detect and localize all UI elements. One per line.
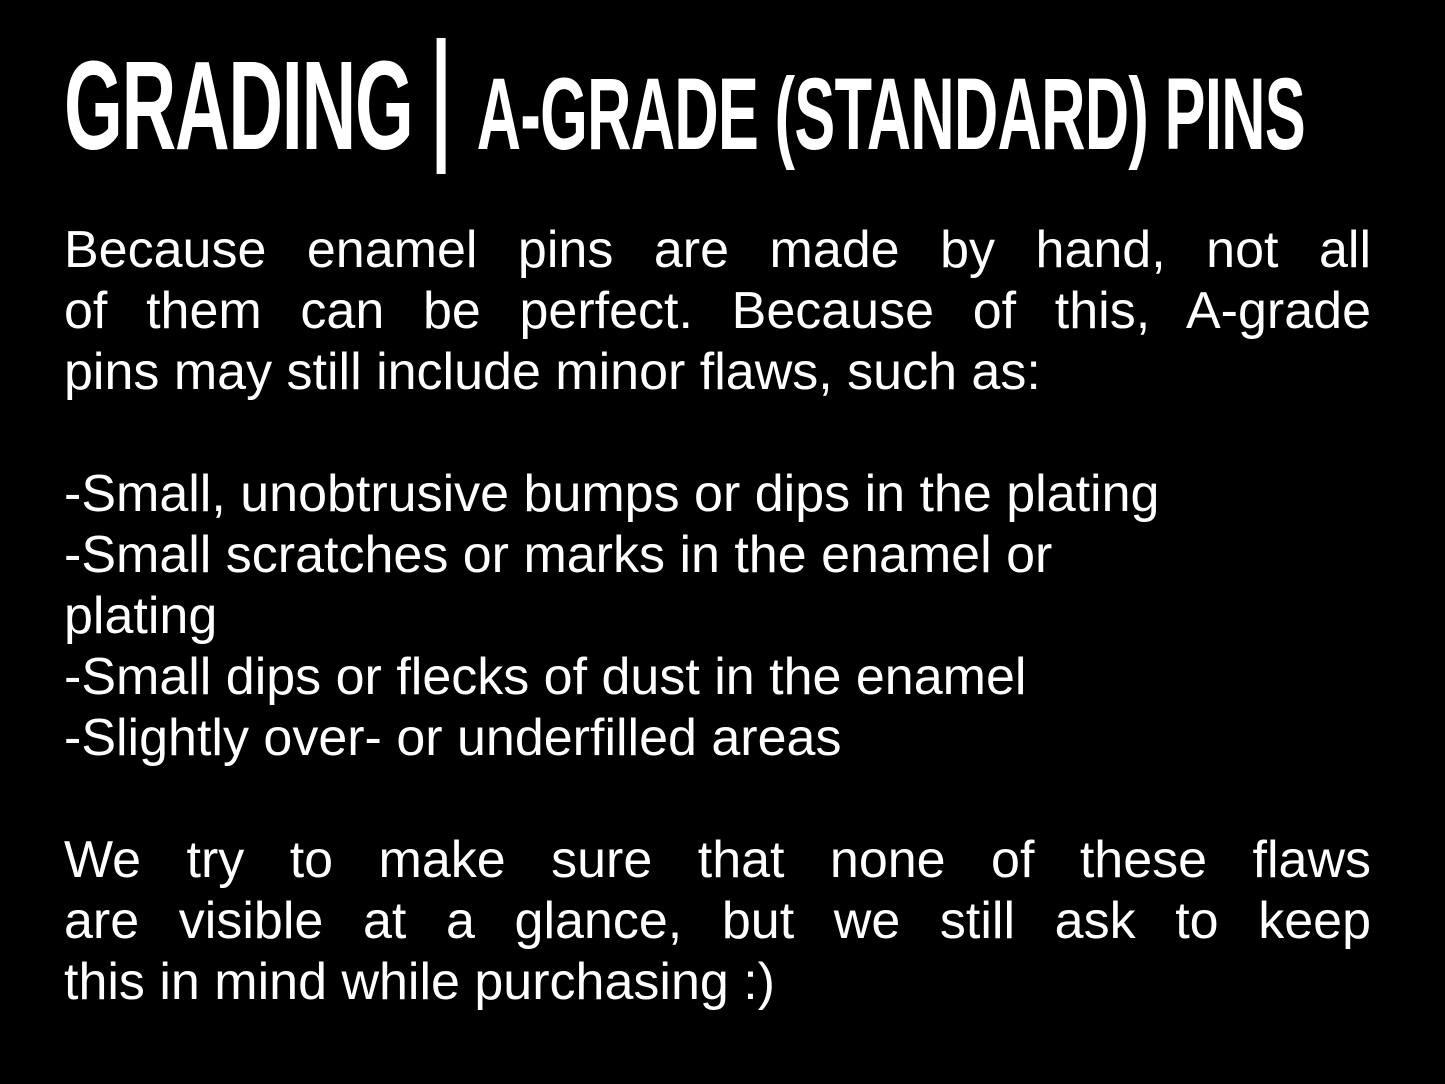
flaw-line: -Small scratches or marks in the enamel or <box>64 526 1053 584</box>
intro-paragraph <box>64 220 1371 403</box>
title-secondary: A-GRADE (STANDARD) PINS <box>476 57 1306 171</box>
title-separator-bar-icon <box>437 38 446 174</box>
flaw-line: -Small dips or flecks of dust in the enamel <box>64 648 1027 706</box>
outro-line: are visible at a glance, but we still ask to keep <box>64 892 1371 950</box>
flaws-list <box>64 464 1371 769</box>
intro-line: pins may still include minor flaws, such as: <box>64 343 1041 401</box>
flaw-line: -Slightly over- or underfilled areas <box>64 709 842 767</box>
flaw-line: -Small, unobtrusive bumps or dips in the plating <box>64 465 1160 523</box>
outro-line: this in mind while purchasing :) <box>64 953 775 1011</box>
body-copy <box>64 220 1371 1013</box>
outro-line: We try to make sure that none of these flaws <box>64 831 1371 889</box>
intro-line: of them can be perfect. Because of this, A-grade <box>64 282 1371 340</box>
outro-paragraph <box>64 830 1371 1013</box>
title-primary: GRADING <box>64 35 413 176</box>
page-title <box>64 35 1306 176</box>
flaw-line: plating <box>64 587 218 645</box>
intro-line: Because enamel pins are made by hand, not all <box>64 221 1371 279</box>
